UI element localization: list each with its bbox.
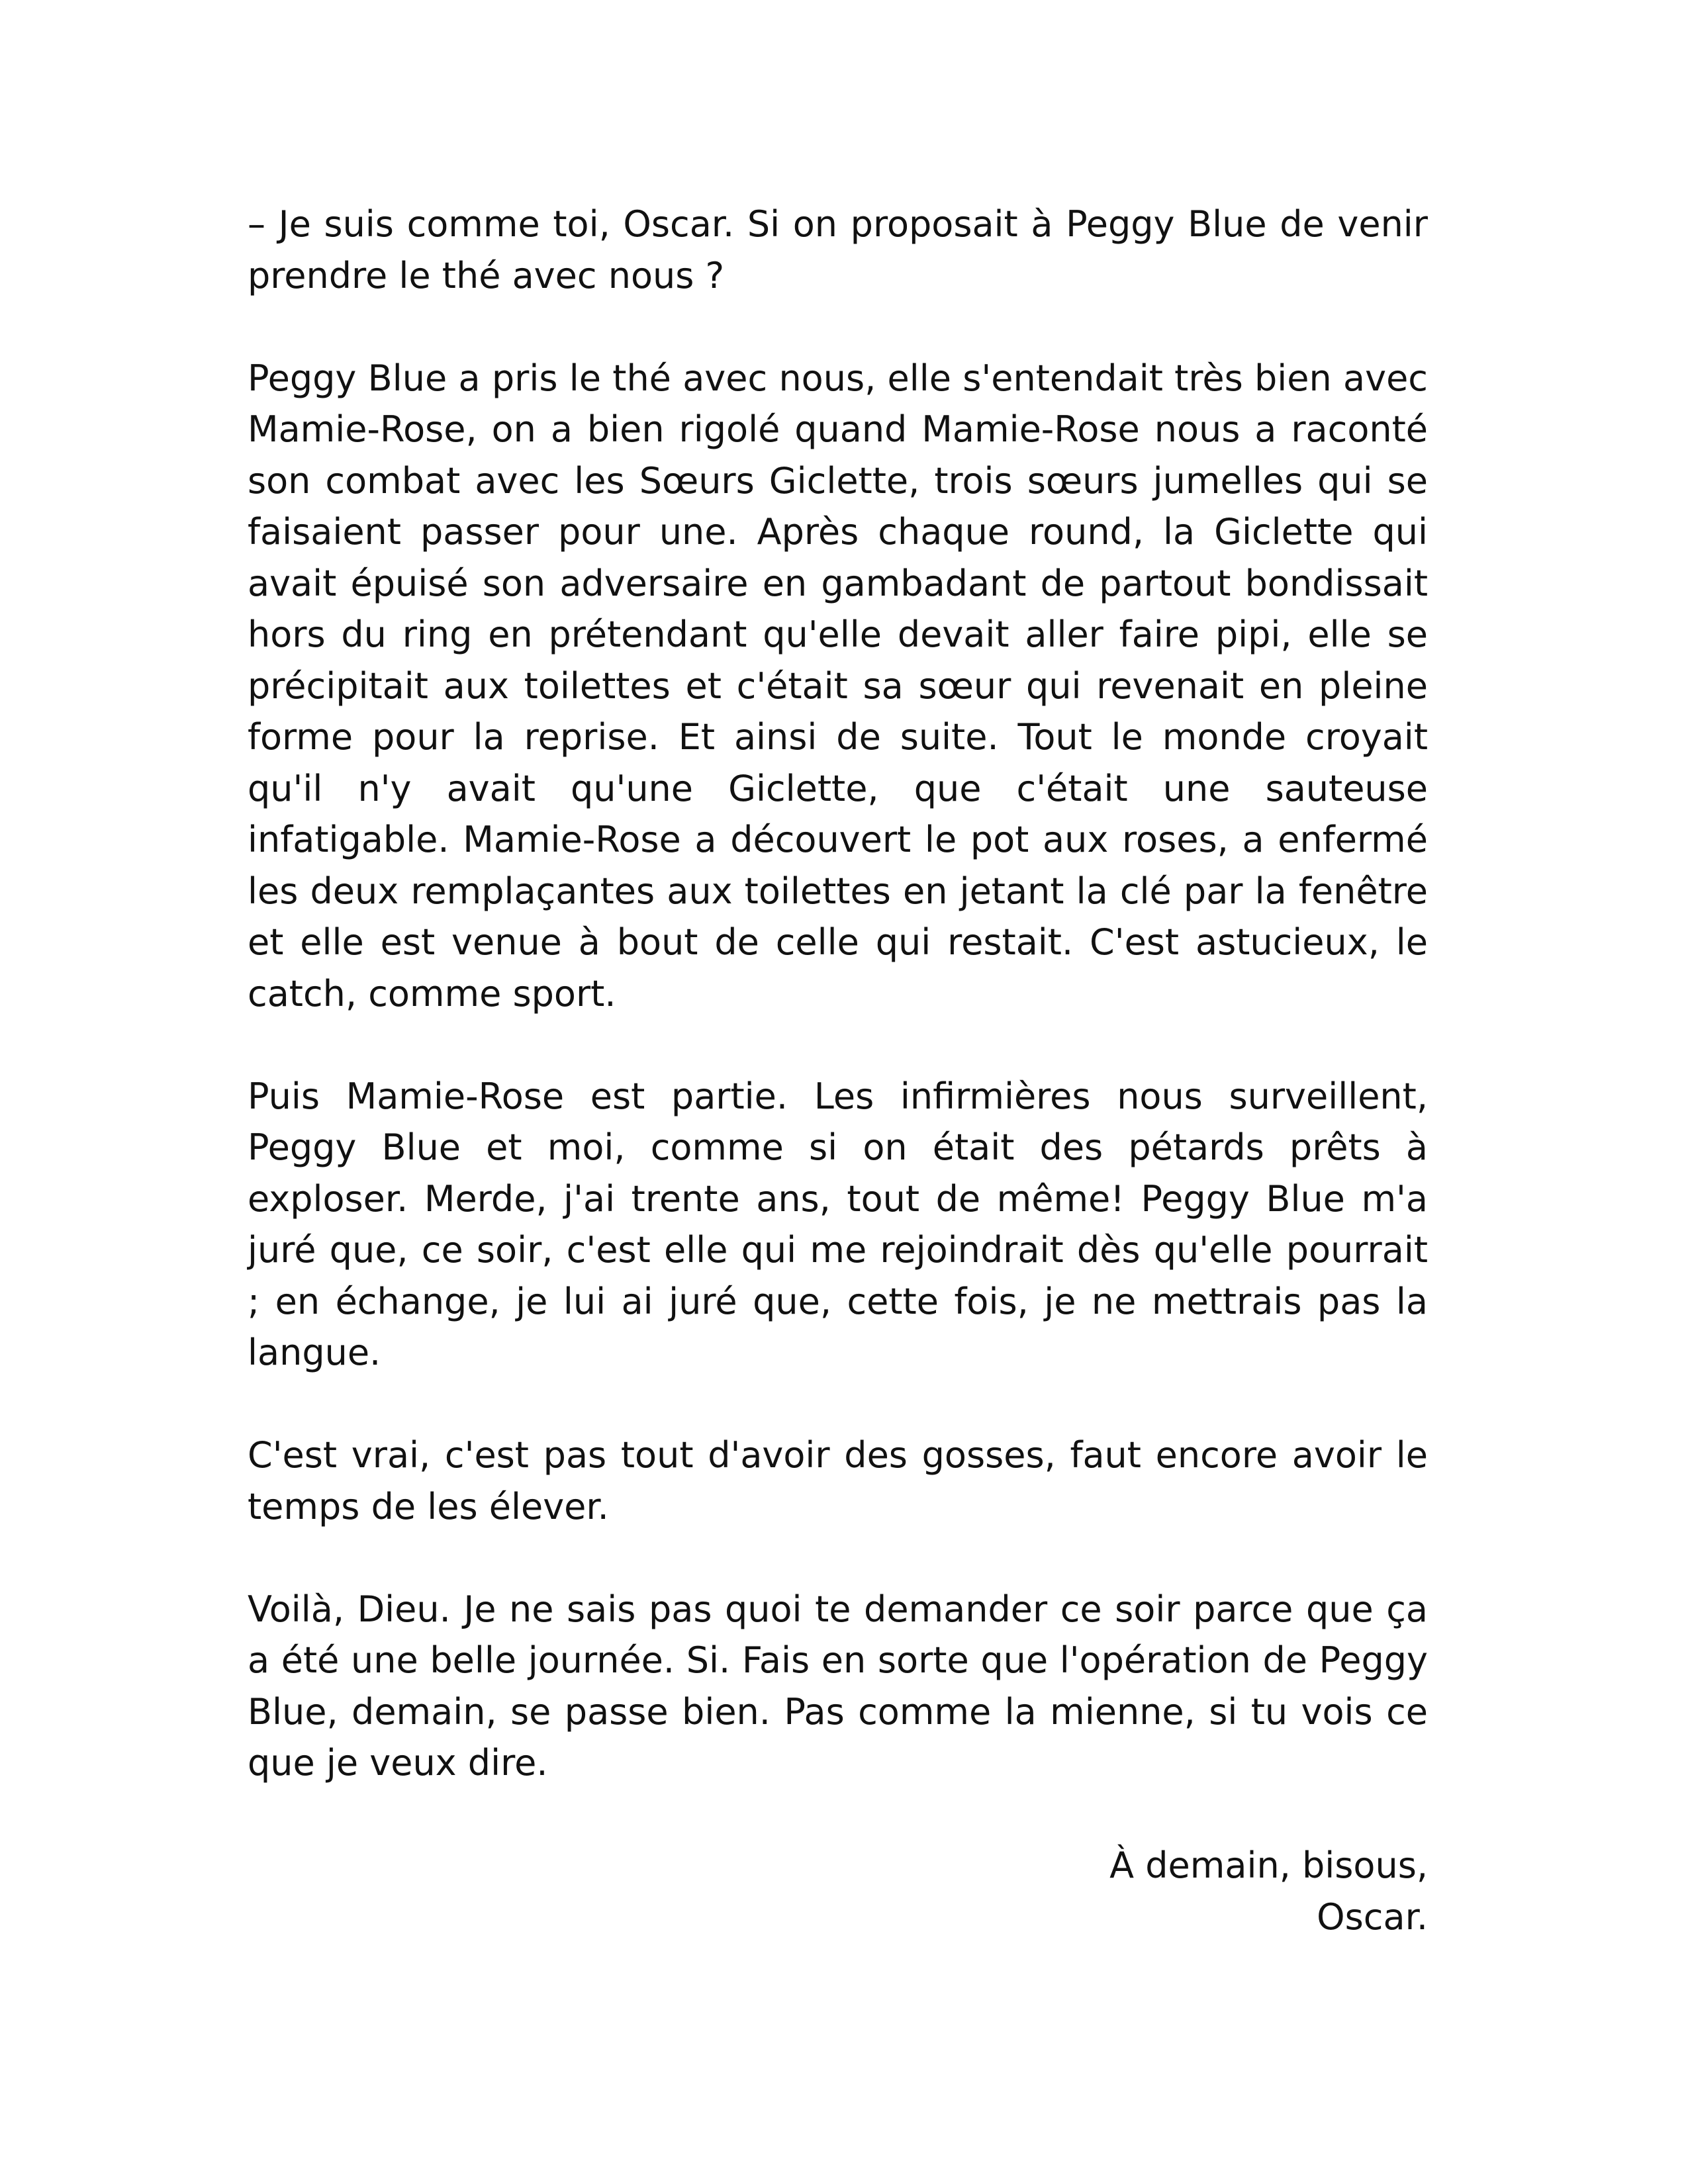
paragraph-prayer: Voilà, Dieu. Je ne sais pas quoi te demander ce soir parce que ça a été une belle journée. Si. Fais en sorte que l'opération de Peggy Blue, demain, se passe bien. Pas comme la mienne, si tu vois ce que je veux dire. xyxy=(248,1588,1428,1784)
signature-closing: À demain, bisous, xyxy=(1109,1844,1428,1886)
paragraph-nurses: Puis Mamie-Rose est partie. Les infirmières nous surveillent, Peggy Blue et moi, comme si on était des pétards prêts à exploser. Merde, j'ai trente ans, tout de même! Peggy Blue m'a juré que, ce soir, c'est elle qui me rejoindrait dès qu'elle pourrait ; en échange, je lui ai juré que, cette fois, je ne mettrais pas la langue. xyxy=(248,1075,1428,1373)
paragraph-dialogue: – Je suis comme toi, Oscar. Si on proposait à Peggy Blue de venir prendre le thé avec nous ? xyxy=(248,203,1428,296)
paragraph-kids: C'est vrai, c'est pas tout d'avoir des gosses, faut encore avoir le temps de les élever. xyxy=(248,1434,1428,1527)
signature-block xyxy=(248,1840,1428,1942)
paragraph-tea-story: Peggy Blue a pris le thé avec nous, elle s'entendait très bien avec Mamie-Rose, on a bien rigolé quand Mamie-Rose nous a raconté son combat avec les Sœurs Giclette, trois sœurs jumelles qui se faisaient passer pour une. Après chaque round, la Giclette qui avait épuisé son adversaire en gambadant de partout bondissait hors du ring en prétendant qu'elle devait aller faire pipi, elle se précipitait aux toilettes et c'était sa sœur qui revenait en pleine forme pour la reprise. Et ainsi de suite. Tout le monde croyait qu'il n'y avait qu'une Giclette, que c'était une sauteuse infatigable. Mamie-Rose a découvert le pot aux roses, a enfermé les deux remplaçantes aux toilettes en jetant la clé par la fenêtre et elle est venue à bout de celle qui restait. C'est astucieux, le catch, comme sport. xyxy=(248,357,1428,1015)
document-body xyxy=(248,199,1428,1942)
signature-name: Oscar. xyxy=(1317,1895,1428,1938)
